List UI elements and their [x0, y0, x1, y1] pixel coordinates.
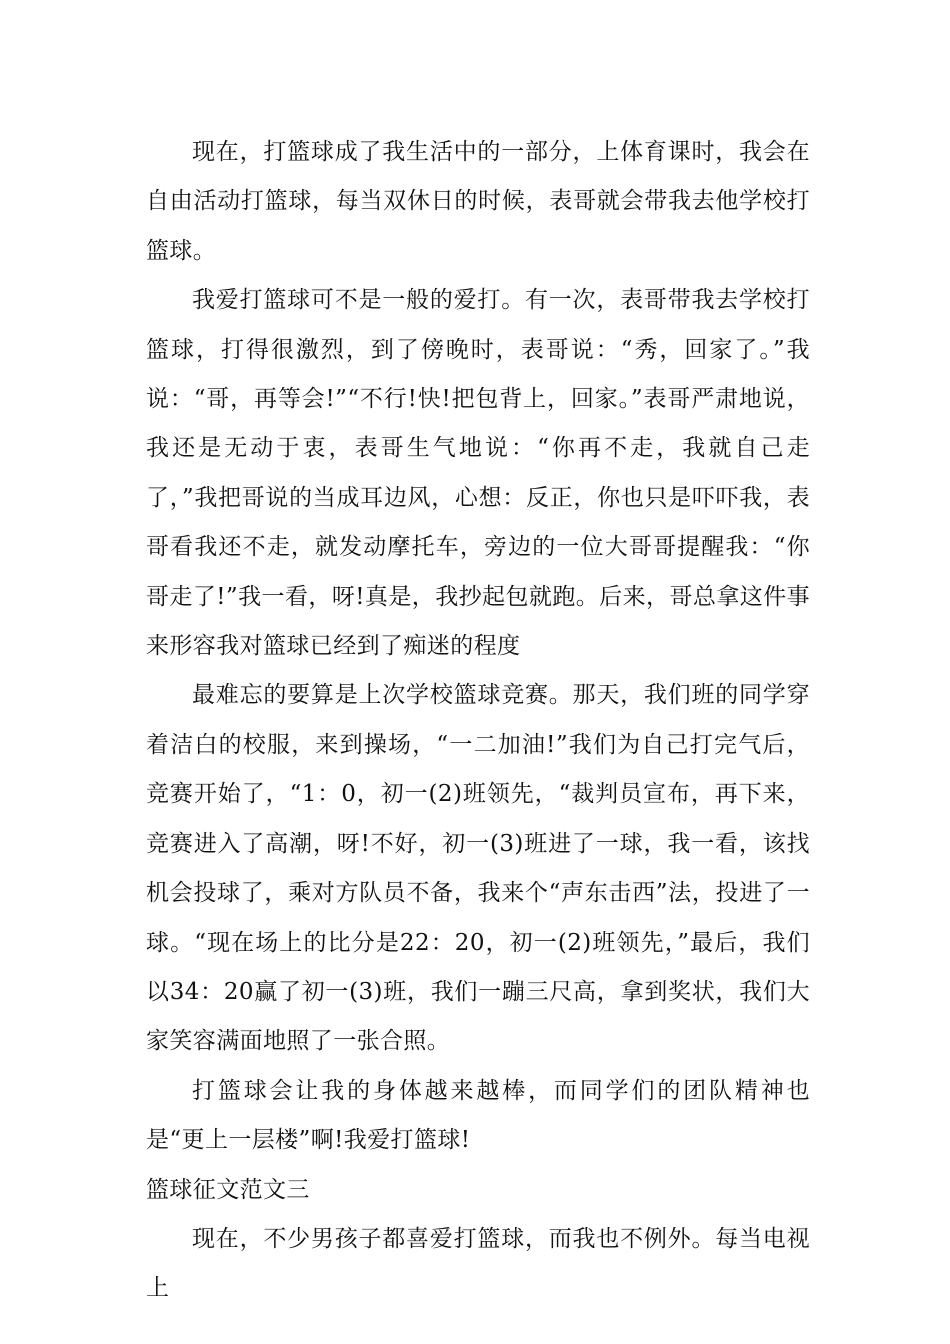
paragraph-4: 打篮球会让我的身体越来越棒，而同学们的团队精神也是“更上一层楼”啊!我爱打篮球! [146, 1077, 810, 1154]
paragraph-3: 最难忘的要算是上次学校篮球竞赛。那天，我们班的同学穿着洁白的校服，来到操场，“一二加油!”我们为自己打完气后，竞赛开始了，“1：0，初一(2)班领先，“裁判员宣布，再下来，竞赛进入了高潮，呀!不好，初一(3)班进了一球，我一看，该找机会投球了，乘对方队员不备，我来个“声东击西”法，投进了一球。“现在场上的比分是22：20，初一(2)班领先，”最后，我们以34：20赢了初一(3)班，我们一蹦三尺高，拿到奖状，我们大家笑容满面地照了一张合照。 [146, 682, 810, 1055]
paragraph-2: 我爱打篮球可不是一般的爱打。有一次，表哥带我去学校打篮球，打得很激烈，到了傍晚时，表哥说：“秀，回家了。”我说：“哥，再等会!”“不行!快!把包背上，回家。”表哥严肃地说，我还是无动于衷，表哥生气地说：“你再不走，我就自己走了，”我把哥说的当成耳边风，心想：反正，你也只是吓吓我，表哥看我还不走，就发动摩托车，旁边的一位大哥哥提醒我：“你哥走了!”我一看，呀!真是，我抄起包就跑。后来，哥总拿这件事来形容我对篮球已经到了痴迷的程度 [146, 287, 810, 660]
section-heading: 篮球征文范文三 [146, 1176, 310, 1203]
paragraph-1: 现在，打篮球成了我生活中的一部分，上体育课时，我会在自由活动打篮球，每当双休日的时候，表哥就会带我去他学校打篮球。 [146, 139, 810, 264]
document-body [146, 128, 810, 1314]
paragraph-5: 现在，不少男孩子都喜爱打篮球，而我也不例外。每当电视上 [146, 1225, 810, 1302]
